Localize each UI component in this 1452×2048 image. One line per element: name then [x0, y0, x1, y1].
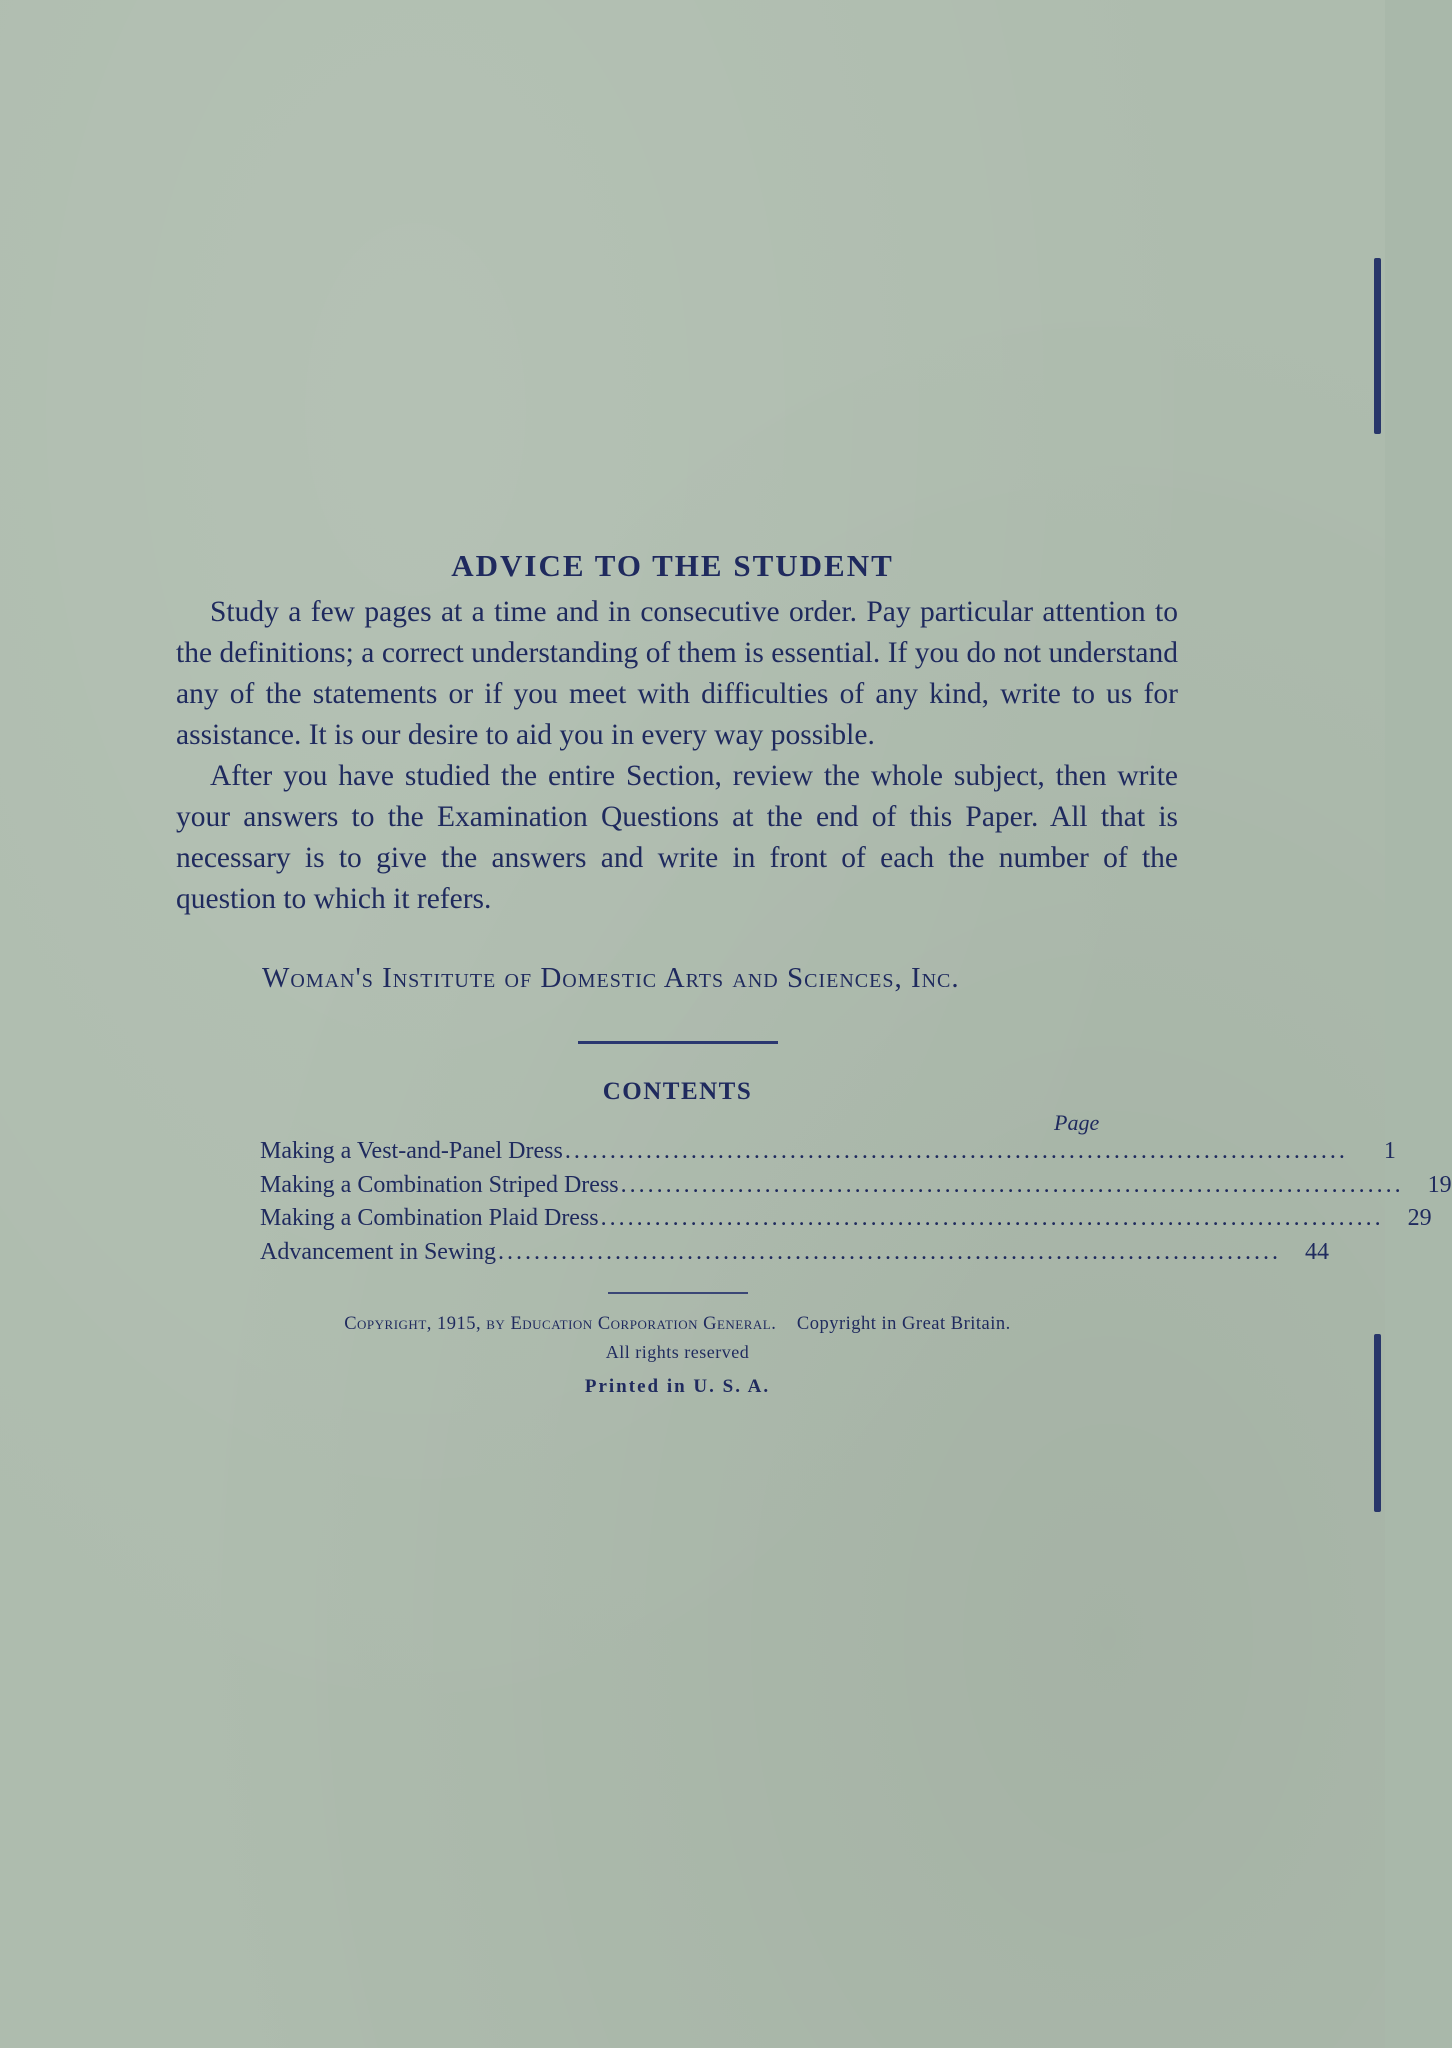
institute-signature: Woman's Institute of Domestic Arts and Sciences, Inc. — [262, 962, 960, 994]
toc-entry-page: 19 — [1427, 1171, 1452, 1198]
contents-title: CONTENTS — [602, 1078, 753, 1105]
advice-title: ADVICE TO THE STUDENT — [451, 548, 894, 583]
binding-edge-mark-top — [1374, 258, 1381, 434]
toc-leader-dots: ....................................................................................... — [497, 1238, 1281, 1265]
copyright-line — [0, 1314, 1355, 1335]
toc-entry-page: 1 — [1383, 1138, 1396, 1164]
contents-page-header: Page — [1054, 1110, 1100, 1135]
toc-entry-title: Making a Vest-and-Panel Dress — [260, 1138, 563, 1164]
section-divider — [578, 1041, 778, 1044]
advice-body — [176, 592, 1178, 920]
rights-reserved: All rights reserved — [605, 1342, 750, 1362]
toc-entry-page: 44 — [1304, 1238, 1329, 1265]
toc-entry — [260, 1171, 1452, 1206]
toc-entry — [260, 1138, 1396, 1172]
toc-leader-dots: ....................................................................................... — [600, 1205, 1384, 1231]
toc-entry-title: Making a Combination Plaid Dress — [260, 1205, 599, 1231]
copyright-text: Copyright, 1915, by Education Corporation General. — [344, 1314, 777, 1334]
advice-paragraph-2: After you have studied the entire Section, review the whole subject, then write your answers to the Examination Questions at the end of this Paper. All that is necessary is to give the answers and write in front of each the number of the question to which it refers. — [176, 760, 1178, 915]
footer-divider — [608, 1292, 748, 1294]
binding-edge-mark-bottom — [1374, 1334, 1381, 1512]
printed-in: Printed in U. S. A. — [584, 1376, 771, 1397]
toc-entry-page: 29 — [1407, 1205, 1432, 1231]
advice-paragraph-1: Study a few pages at a time and in consecutive order. Pay particular attention to the definitions; a correct understanding of them is essential. If you do not understand any of the statements or if you meet with difficulties of any kind, write to us for assistance. It is our desire to aid you in every way possible. — [176, 596, 1178, 751]
toc-leader-dots: ....................................................................................... — [620, 1171, 1404, 1198]
toc-entry — [260, 1205, 1432, 1239]
toc-entry — [260, 1238, 1329, 1273]
toc-entry-title: Advancement in Sewing — [260, 1238, 496, 1265]
copyright-britain-text: Copyright in Great Britain. — [796, 1314, 1011, 1334]
table-of-contents — [260, 1138, 1452, 1272]
toc-entry-title: Making a Combination Striped Dress — [260, 1171, 619, 1198]
toc-leader-dots: ....................................................................................... — [564, 1138, 1348, 1164]
